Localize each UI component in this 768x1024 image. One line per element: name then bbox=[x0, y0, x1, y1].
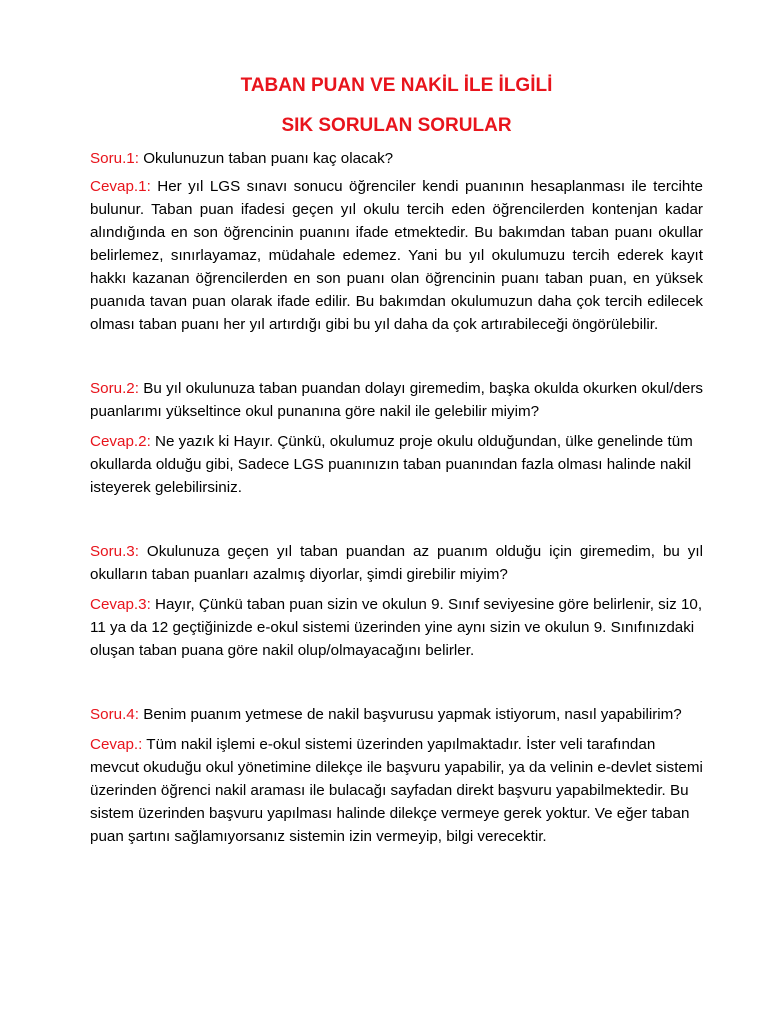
document-title-line1: TABAN PUAN VE NAKİL İLE İLGİLİ bbox=[240, 75, 553, 96]
answer-4-label: Cevap.: bbox=[90, 736, 143, 753]
question-3-label: Soru.3: bbox=[90, 543, 139, 560]
answer-1-label: Cevap.1: bbox=[90, 178, 151, 195]
answer-4 bbox=[90, 733, 703, 848]
answer-4-text: Tüm nakil işlemi e-okul sistemi üzerinden yapılmaktadır. İster veli tarafından mevcut okuduğu okul yönetimine dilekçe ile başvuru yapabilir, ya da velinin e-devlet sistemi üzerinden öğrenci nakil araması ile bulacağı sayfadan direkt başvuru yapabilmektedir. Bu sistem üzerinden başvuru yapılması halinde dilekçe vermeye gerek yoktur. Ve eğer taban puan şartını sağlamıyorsanız sistemin izin vermeyip, bilgi verecektir. bbox=[90, 736, 703, 845]
question-1-text: Okulunuzun taban puanı kaç olacak? bbox=[138, 150, 394, 167]
question-2-text: Bu yıl okulunuza taban puandan dolayı giremedim, başka okulda okurken okul/ders puanlarımı yükseltince okul punanına göre nakil ile gelebilir miyim? bbox=[90, 380, 703, 420]
answer-3-text: Hayır, Çünkü taban puan sizin ve okulun 9. Sınıf seviyesine göre belirlenir, siz 10, 11 ya da 12 geçtiğinizde e-okul sistemi üzerinden yine aynı sizin ve okulun 9. Sınıfınızdaki oluşan taban puana göre nakil olup/olmayacağını belirler. bbox=[90, 596, 703, 659]
document-title-line2: SIK SORULAN SORULAR bbox=[281, 115, 512, 136]
answer-2 bbox=[90, 430, 703, 499]
question-1-label: Soru.1: bbox=[90, 150, 139, 167]
answer-1 bbox=[90, 175, 703, 336]
question-2 bbox=[90, 377, 703, 423]
question-1 bbox=[90, 147, 703, 170]
question-4-text: Benim puanım yetmese de nakil başvurusu yapmak istiyorum, nasıl yapabilirim? bbox=[138, 706, 682, 723]
document-page bbox=[90, 0, 703, 848]
question-3 bbox=[90, 540, 703, 586]
answer-2-text: Ne yazık ki Hayır. Çünkü, okulumuz proje okulu olduğundan, ülke genelinde tüm okullarda olduğu gibi, Sadece LGS puanınızın taban puanından fazla olması halinde nakil isteyerek gelebilirsiniz. bbox=[90, 433, 693, 496]
question-4-label: Soru.4: bbox=[90, 706, 139, 723]
question-4 bbox=[90, 703, 703, 726]
question-2-label: Soru.2: bbox=[90, 380, 139, 397]
answer-3-label: Cevap.3: bbox=[90, 596, 151, 613]
answer-2-label: Cevap.2: bbox=[90, 433, 151, 450]
answer-3 bbox=[90, 593, 703, 662]
question-3-text: Okulunuza geçen yıl taban puandan az puanım olduğu için giremedim, bu yıl okulların taban puanları azalmış diyorlar, şimdi girebilir miyim? bbox=[90, 543, 703, 583]
answer-1-text: Her yıl LGS sınavı sonucu öğrenciler kendi puanının hesaplanması ile tercihte bulunur. Taban puan ifadesi geçen yıl okulu tercih eden öğrencilerden kontenjan kadar alındığında en son öğrencinin puanını ifade etmektedir. Bu bakımdan taban puanı okullar belirlemez, sınırlayamaz, müdahale edemez. Yani bu yıl okulumuzu tercih ederek kayıt hakkı kazanan öğrencilerden en son puanı olan öğrencinin puanı taban puan, en yüksek puanıda tavan puan olarak ifade edilir. Bu bakımdan okulumuzun daha çok tercih edilecek olması taban puanı her yıl artırdığı gibi bu yıl daha da çok artırabileceği öngörülebilir. bbox=[90, 178, 703, 333]
